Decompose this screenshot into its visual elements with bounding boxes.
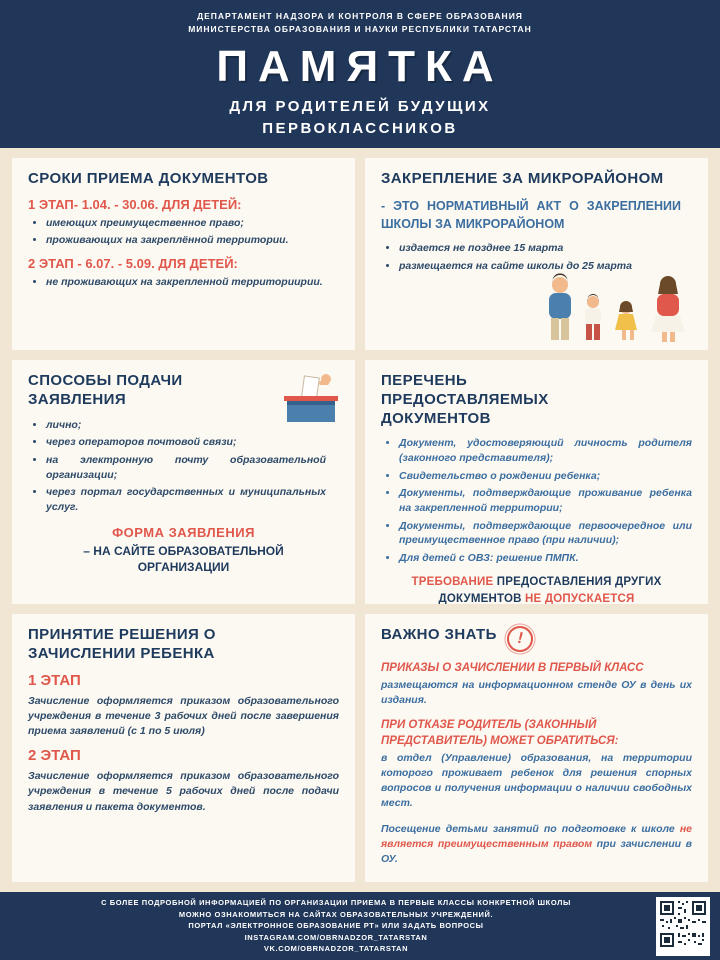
zakreplenie-bullet-list bbox=[399, 241, 639, 273]
list-item: • имеющих преимущественное право; bbox=[46, 216, 339, 231]
stage2-bullet-list bbox=[46, 275, 339, 290]
section-perechen-dokumentov bbox=[365, 360, 708, 604]
form-statement bbox=[28, 525, 339, 577]
preparation-note-part2: не является преимущественным правом bbox=[381, 822, 692, 850]
department-line-2: МИНИСТЕРСТВА ОБРАЗОВАНИЯ И НАУКИ РЕСПУБЛИКИ ТАТАРСТАН bbox=[188, 23, 532, 34]
list-item: • через операторов почтовой связи; bbox=[46, 435, 326, 450]
footer-instagram-link: INSTAGRAM.COM/OBRNADZOR_TATARSTAN bbox=[244, 932, 428, 942]
list-item: • проживающих на закреплённой территории. bbox=[46, 233, 339, 248]
list-item: • размещается на сайте школы до 25 марта bbox=[399, 259, 639, 274]
preparation-note-part3: при зачислении в ОУ. bbox=[381, 837, 692, 866]
list-item: • Свидетельство о рождении ребенка; bbox=[399, 469, 692, 484]
page-subtitle: ДЛЯ РОДИТЕЛЕЙ БУДУЩИХ ПЕРВОКЛАССНИКОВ bbox=[229, 97, 491, 137]
application-box-icon bbox=[279, 372, 343, 430]
refusal-text: в отдел (Управление) образования, на территории которого проживает ребенок для решения спорных вопросов и получения информации о наличии свободных мест. bbox=[381, 751, 692, 810]
footer-band bbox=[0, 892, 720, 960]
preparation-note-part1: Посещение детьми занятий по подготовке к школе bbox=[381, 822, 680, 835]
header-band bbox=[0, 0, 720, 148]
section-title: ЗАКРЕПЛЕНИЕ ЗА МИКРОРАЙОНОМ bbox=[381, 170, 664, 187]
section-prinyatie-resheniya bbox=[12, 614, 355, 882]
list-item: • лично; bbox=[46, 418, 326, 433]
list-item: • Документы, подтверждающие первоочередное или преимущественное право (при наличии); bbox=[399, 519, 692, 548]
list-item: • издается не позднее 15 марта bbox=[399, 241, 639, 256]
footer-vk-link: VK.COM/OBRNADZOR_TATARSTAN bbox=[263, 944, 409, 954]
orders-text: размещаются на информационном стенде ОУ в день их издания. bbox=[381, 679, 692, 707]
requirement-note-part2: ПРЕДОСТАВЛЕНИЯ ДРУГИХ ДОКУМЕНТОВ bbox=[438, 575, 662, 604]
list-item: • Документы, подтверждающие проживание ребенка на закрепленной территории; bbox=[399, 486, 692, 515]
list-item: • Документ, удостоверяющий личность родителя (законного представителя); bbox=[399, 436, 692, 465]
list-item: • не проживающих на закрепленной территориирии. bbox=[46, 275, 339, 290]
vazhno-title-row bbox=[381, 626, 692, 652]
preparation-note bbox=[381, 822, 692, 868]
sposoby-bullet-list bbox=[46, 418, 326, 515]
exclamation-icon: ! bbox=[504, 623, 536, 655]
list-item: • через портал государственных и муниципальных услуг. bbox=[46, 485, 326, 514]
stage1-heading: 1 ЭТАП bbox=[28, 671, 81, 689]
page-title: ПАМЯТКА bbox=[216, 41, 504, 91]
department-line-1: ДЕПАРТАМЕНТ НАДЗОРА И КОНТРОЛЯ В СФЕРЕ ОБРАЗОВАНИЯ bbox=[197, 11, 523, 21]
section-sposoby-podachi bbox=[12, 360, 355, 604]
section-title: ПЕРЕЧЕНЬ ПРЕДОСТАВЛЯЕМЫХ ДОКУМЕНТОВ bbox=[381, 372, 549, 427]
form-note: – НА САЙТЕ ОБРАЗОВАТЕЛЬНОЙ ОРГАНИЗАЦИИ bbox=[83, 543, 284, 575]
section-zakreplenie bbox=[365, 158, 708, 350]
stage1-bullet-list bbox=[46, 216, 339, 248]
section-title: СПОСОБЫ ПОДАЧИ ЗАЯВЛЕНИЯ bbox=[28, 372, 183, 408]
refusal-heading: ПРИ ОТКАЗЕ РОДИТЕЛЬ (ЗАКОННЫЙ ПРЕДСТАВИТЕЛЬ) МОЖЕТ ОБРАТИТЬСЯ: bbox=[381, 718, 619, 747]
orders-heading: ПРИКАЗЫ О ЗАЧИСЛЕНИИ В ПЕРВЫЙ КЛАСС bbox=[381, 662, 644, 674]
stage2-heading: 2 ЭТАП bbox=[28, 747, 81, 765]
stage1-heading: 1 ЭТАП- 1.04. - 30.06. ДЛЯ ДЕТЕЙ: bbox=[28, 196, 242, 212]
footer-text bbox=[24, 897, 648, 955]
section-title: ВАЖНО ЗНАТЬ bbox=[381, 626, 497, 643]
list-item: • на электронную почту образовательной организации; bbox=[46, 453, 326, 482]
content-grid bbox=[0, 148, 720, 892]
footer-line-1: С БОЛЕЕ ПОДРОБНОЙ ИНФОРМАЦИЕЙ ПО ОРГАНИЗАЦИИ ПРИЕМА В ПЕРВЫЕ КЛАССЫ КОНКРЕТНОЙ ШКОЛЫ bbox=[101, 897, 571, 907]
family-illustration bbox=[538, 272, 698, 344]
footer-line-3: ПОРТАЛ «ЭЛЕКТРОННОЕ ОБРАЗОВАНИЕ РТ» ИЛИ ЗАДАТЬ ВОПРОСЫ bbox=[188, 921, 484, 931]
requirement-note-part1: ТРЕБОВАНИЕ bbox=[411, 575, 497, 588]
stage2-text: Зачисление оформляется приказом образовательного учреждения в течение 5 рабочих дней после подачи заявления и пакета документов. bbox=[28, 770, 339, 813]
form-heading: ФОРМА ЗАЯВЛЕНИЯ bbox=[112, 524, 255, 540]
perechen-bullet-list bbox=[399, 436, 692, 566]
section-title: СРОКИ ПРИЕМА ДОКУМЕНТОВ bbox=[28, 170, 269, 187]
requirement-note bbox=[381, 574, 692, 604]
section-vazhno-znat bbox=[365, 614, 708, 882]
stage1-text: Зачисление оформляется приказом образовательного учреждения в течение 3 рабочих дней после завершения приема заявлений (с 1 по 5 июля) bbox=[28, 694, 339, 737]
requirement-note-part3: НЕ ДОПУСКАЕТСЯ bbox=[525, 593, 635, 604]
qr-code bbox=[656, 897, 710, 956]
list-item: • Для детей с ОВЗ: решение ПМПК. bbox=[399, 551, 692, 566]
section-sroki-priema bbox=[12, 158, 355, 350]
footer-line-2: МОЖНО ОЗНАКОМИТЬСЯ НА САЙТАХ ОБРАЗОВАТЕЛЬНЫХ УЧРЕЖДЕНИЙ. bbox=[178, 909, 494, 919]
zakreplenie-lead: - ЭТО НОРМАТИВНЫЙ АКТ О ЗАКРЕПЛЕНИИ ШКОЛЫ ЗА МИКРОРАЙОНОМ bbox=[381, 198, 681, 231]
section-title: ПРИНЯТИЕ РЕШЕНИЯ О ЗАЧИСЛЕНИИ РЕБЕНКА bbox=[28, 626, 216, 662]
stage2-heading: 2 ЭТАП - 6.07. - 5.09. ДЛЯ ДЕТЕЙ: bbox=[28, 256, 238, 272]
